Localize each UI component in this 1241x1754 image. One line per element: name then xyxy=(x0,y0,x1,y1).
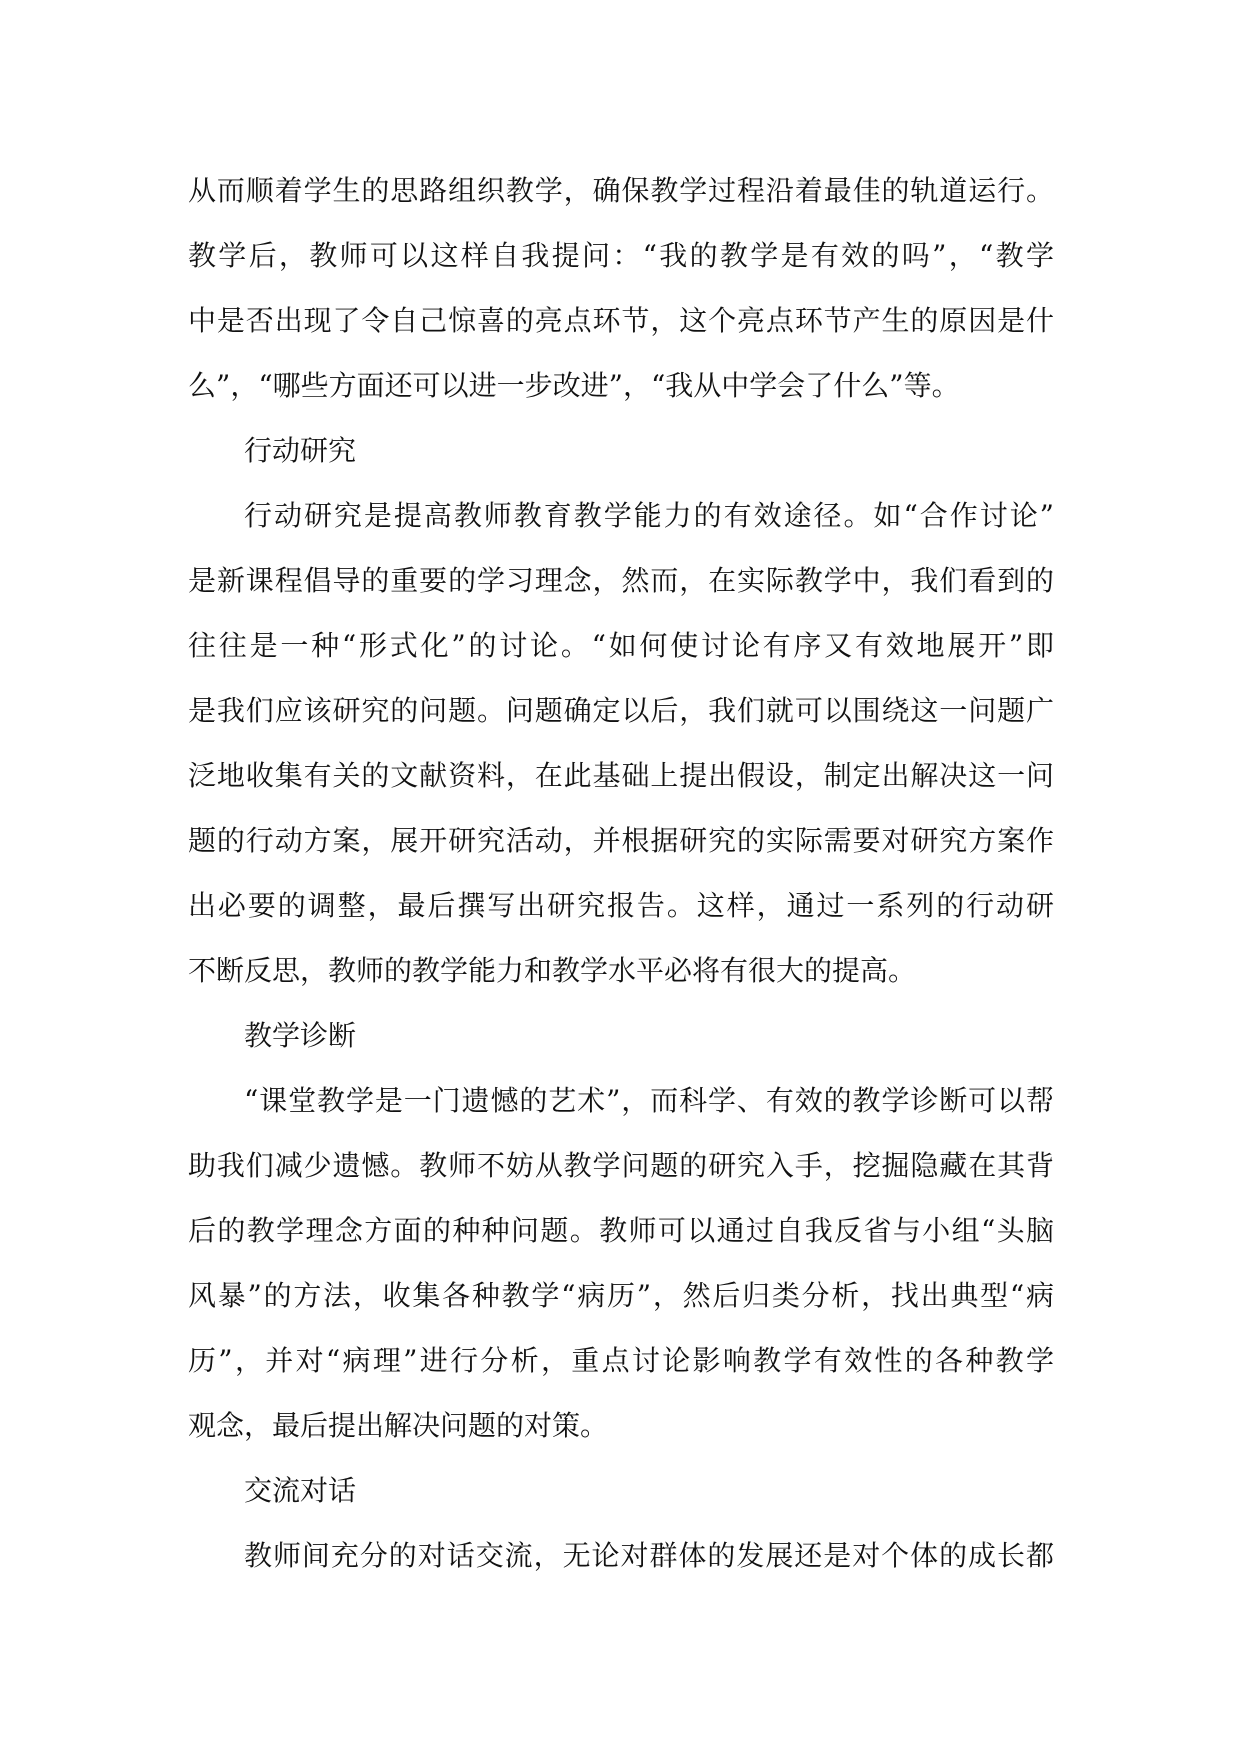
paragraph-line: 行动研究是提高教师教育教学能力的有效途径。如“合作讨论” xyxy=(244,499,1054,532)
section-action-research xyxy=(188,418,1054,1003)
document-body xyxy=(188,158,1054,1588)
section-heading: 行动研究 xyxy=(244,434,357,467)
paragraph-line: 观念，最后提出解决问题的对策。 xyxy=(188,1409,609,1442)
continued-paragraph xyxy=(188,158,1054,418)
paragraph-line: 是新课程倡导的重要的学习理念，然而，在实际教学中，我们看到的 xyxy=(188,564,1054,597)
section-paragraph xyxy=(188,483,1054,1003)
paragraph-line: 不断反思，教师的教学能力和教学水平必将有很大的提高。 xyxy=(188,954,917,987)
paragraph-line: 助我们减少遗憾。教师不妨从教学问题的研究入手，挖掘隐藏在其背 xyxy=(188,1149,1054,1182)
section-exchange-dialogue xyxy=(188,1458,1054,1588)
paragraph-line: 从而顺着学生的思路组织教学，确保教学过程沿着最佳的轨道运行。 xyxy=(188,174,1054,207)
paragraph-line: 往往是一种“形式化”的讨论。“如何使讨论有序又有效地展开”即 xyxy=(188,629,1054,662)
paragraph-line: 教学后，教师可以这样自我提问：“我的教学是有效的吗”，“教学 xyxy=(188,239,1054,272)
section-teaching-diagnosis xyxy=(188,1003,1054,1458)
section-heading: 交流对话 xyxy=(244,1474,357,1507)
section-paragraph xyxy=(188,1523,1054,1588)
paragraph-line: 历”，并对“病理”进行分析，重点讨论影响教学有效性的各种教学 xyxy=(188,1344,1054,1377)
paragraph-line: 风暴”的方法，收集各种教学“病历”，然后归类分析，找出典型“病 xyxy=(188,1279,1054,1312)
paragraph-line: 么”，“哪些方面还可以进一步改进”，“我从中学会了什么”等。 xyxy=(188,369,960,402)
paragraph-line: 中是否出现了令自己惊喜的亮点环节，这个亮点环节产生的原因是什 xyxy=(188,304,1054,337)
section-heading: 教学诊断 xyxy=(244,1019,357,1052)
paragraph-line: 教师间充分的对话交流，无论对群体的发展还是对个体的成长都 xyxy=(244,1539,1054,1572)
paragraph-line: 题的行动方案，展开研究活动，并根据研究的实际需要对研究方案作 xyxy=(188,824,1054,857)
paragraph-line: “课堂教学是一门遗憾的艺术”，而科学、有效的教学诊断可以帮 xyxy=(244,1084,1054,1117)
paragraph-line: 后的教学理念方面的种种问题。教师可以通过自我反省与小组“头脑 xyxy=(188,1214,1054,1247)
paragraph-line: 泛地收集有关的文献资料，在此基础上提出假设，制定出解决这一问 xyxy=(188,759,1054,792)
section-paragraph xyxy=(188,1068,1054,1458)
paragraph-line: 是我们应该研究的问题。问题确定以后，我们就可以围绕这一问题广 xyxy=(188,694,1054,727)
paragraph-line: 出必要的调整，最后撰写出研究报告。这样，通过一系列的行动研 xyxy=(188,889,1054,922)
